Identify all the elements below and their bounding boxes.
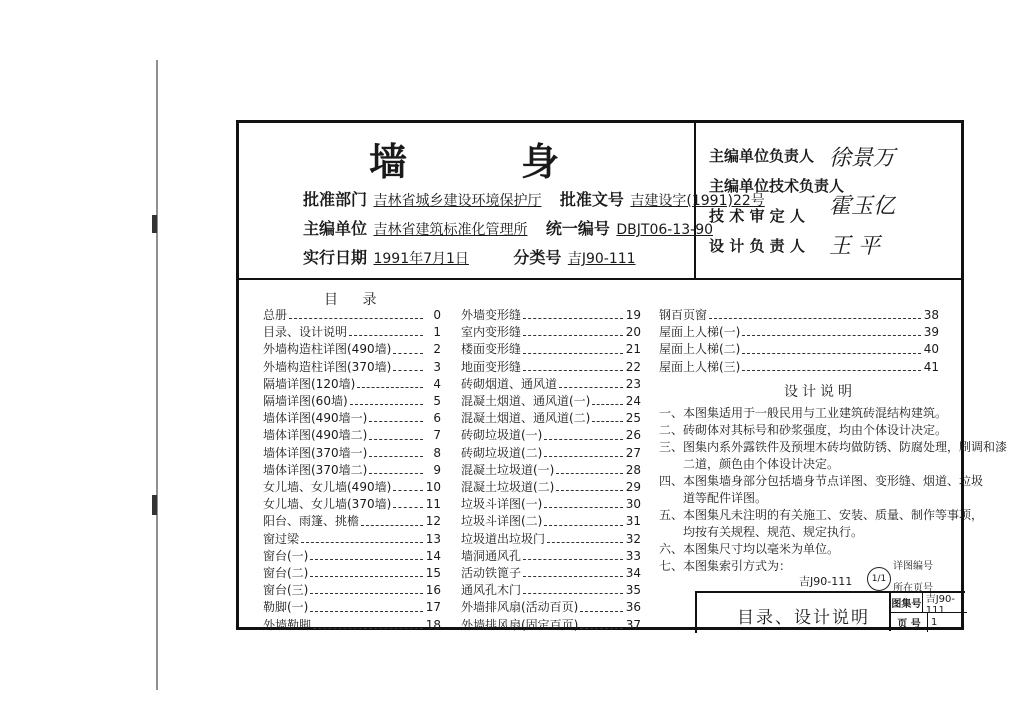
toc-leader bbox=[523, 582, 623, 594]
toc-entry-page: 37 bbox=[625, 617, 641, 632]
toc-entry-title: 混凝土垃圾道(一) bbox=[461, 462, 555, 477]
toc-entry-page: 22 bbox=[625, 359, 641, 374]
toc-leader bbox=[310, 582, 423, 594]
toc-leader bbox=[523, 359, 623, 371]
toc-entry bbox=[461, 393, 641, 410]
page-label: 页 号 bbox=[891, 613, 928, 632]
toc-entry bbox=[461, 324, 641, 341]
toc-entry bbox=[263, 445, 441, 462]
toc-leader bbox=[393, 341, 423, 353]
resp-designer: 设 计 负 责 人 bbox=[709, 237, 805, 255]
toc-entry-page: 1 bbox=[433, 325, 441, 340]
toc-entry bbox=[263, 531, 441, 548]
scan-mark bbox=[152, 215, 157, 233]
toc-entry bbox=[461, 599, 641, 616]
toc-leader bbox=[523, 324, 623, 336]
toc-entry-page: 16 bbox=[425, 583, 441, 598]
toc-entry-title: 砖砌垃圾道(二) bbox=[461, 445, 543, 460]
toc-leader bbox=[580, 599, 623, 611]
toc-entry-page: 11 bbox=[425, 497, 441, 512]
toc-entry bbox=[263, 341, 441, 358]
toc-entry-page: 4 bbox=[433, 376, 441, 391]
index-stamp-code: 1/1 bbox=[871, 574, 887, 584]
design-note-line: 二道，颜色由个体设计决定。 bbox=[659, 457, 840, 471]
design-note-line: 二、砖砌体对其标号和砂浆强度，均由个体设计决定。 bbox=[659, 423, 948, 437]
toc-entry-page: 10 bbox=[425, 480, 441, 495]
toc-entry bbox=[263, 582, 441, 599]
page-row bbox=[891, 613, 967, 632]
toc-entry-page: 39 bbox=[923, 325, 939, 340]
approval-dept-label: 批准部门 bbox=[303, 190, 368, 209]
toc-entry-title: 墙体详图(490墙一) bbox=[263, 411, 368, 426]
approval-dept-value: 吉林省城乡建设环境保护厅 bbox=[373, 193, 542, 209]
toc-entry bbox=[263, 565, 441, 582]
toc-leader bbox=[556, 462, 623, 474]
toc-entry-title: 窗过梁 bbox=[263, 531, 300, 546]
toc-entry bbox=[263, 513, 441, 530]
toc-leader bbox=[349, 324, 423, 336]
footer-table bbox=[889, 593, 967, 631]
toc-entry-title: 垃圾斗详图(一) bbox=[461, 497, 543, 512]
toc-entry bbox=[461, 565, 641, 582]
toc-entry-title: 外墙勒脚 bbox=[263, 617, 312, 632]
toc-entry-title: 砖砌烟道、通风道 bbox=[461, 376, 558, 391]
toc-entry-page: 40 bbox=[923, 342, 939, 357]
toc-entry bbox=[461, 427, 641, 444]
toc-leader bbox=[742, 324, 921, 336]
toc-leader bbox=[559, 376, 623, 388]
toc-heading: 目 录 bbox=[324, 292, 387, 308]
toc-entry-page: 5 bbox=[433, 394, 441, 409]
signature-1: 徐景万 bbox=[829, 146, 896, 171]
stamp-label-bottom: 所在页号 bbox=[893, 583, 933, 594]
toc-entry-page: 26 bbox=[625, 428, 641, 443]
toc-leader bbox=[547, 531, 623, 543]
signature-3: 王 平 bbox=[829, 234, 880, 259]
toc-leader bbox=[592, 410, 623, 422]
toc-entry-page: 3 bbox=[433, 359, 441, 374]
unified-no-label: 统一编号 bbox=[545, 219, 610, 238]
toc-entry-title: 外墙排风扇(固定百页) bbox=[461, 617, 579, 632]
toc-entry-title: 通风孔木门 bbox=[461, 583, 522, 598]
toc-entry bbox=[263, 324, 441, 341]
effective-date-label: 实行日期 bbox=[303, 248, 368, 267]
design-note-line: 道等配件详图。 bbox=[659, 491, 768, 505]
toc-entry-page: 13 bbox=[425, 531, 441, 546]
toc-entry-page: 18 bbox=[425, 617, 441, 632]
atlas-label: 图集号 bbox=[891, 593, 923, 612]
toc-leader bbox=[369, 427, 423, 439]
toc-entry-title: 垃圾道出垃圾门 bbox=[461, 531, 546, 546]
toc-entry-title: 楼面变形缝 bbox=[461, 342, 522, 357]
toc-entry bbox=[461, 445, 641, 462]
index-reference: 吉J90-111 bbox=[799, 575, 853, 588]
toc-leader bbox=[393, 496, 423, 508]
toc-entry bbox=[461, 531, 641, 548]
toc-entry-page: 34 bbox=[625, 566, 641, 581]
approval-doc-value: 吉建设字(1991)22号 bbox=[630, 193, 765, 209]
toc-entry-title: 墙体详图(370墙二) bbox=[263, 462, 368, 477]
toc-leader bbox=[357, 376, 423, 388]
toc-leader bbox=[580, 617, 623, 629]
toc-entry bbox=[263, 376, 441, 393]
category-no-label: 分类号 bbox=[513, 248, 562, 267]
design-note-line: 三、图集内系外露铁件及预埋木砖均做防锈、防腐处理，刷调和漆 bbox=[659, 440, 1008, 454]
design-note-line: 五、本图集凡未注明的有关施工、安装、质量、制作等事项， bbox=[659, 508, 984, 522]
toc-entry-page: 9 bbox=[433, 462, 441, 477]
toc-entry bbox=[263, 307, 441, 324]
editor-line bbox=[303, 216, 713, 239]
approval-doc-label: 批准文号 bbox=[559, 190, 624, 209]
toc-entry bbox=[461, 617, 641, 634]
toc-leader bbox=[742, 359, 921, 371]
toc-entry bbox=[659, 324, 939, 341]
atlas-value: 吉J90-111 bbox=[925, 593, 956, 616]
toc-entry-title: 隔墙详图(60墙) bbox=[263, 394, 348, 409]
toc-entry bbox=[263, 462, 441, 479]
toc-entry-page: 25 bbox=[625, 411, 641, 426]
title-char-left: 墙 bbox=[369, 140, 410, 184]
toc-entry-page: 14 bbox=[425, 548, 441, 563]
toc-entry-title: 墙体详图(490墙二) bbox=[263, 428, 368, 443]
toc-entry-title: 外墙构造柱详图(490墙) bbox=[263, 342, 392, 357]
toc-entry bbox=[263, 410, 441, 427]
toc-entry-title: 阳台、雨篷、挑檐 bbox=[263, 514, 360, 529]
toc-entry-page: 7 bbox=[433, 428, 441, 443]
design-note-line: 七、本图集索引方式为： bbox=[659, 559, 792, 573]
toc-entry bbox=[461, 410, 641, 427]
toc-entry-page: 20 bbox=[625, 325, 641, 340]
atlas-row bbox=[891, 593, 967, 616]
toc-entry-title: 窗台(一) bbox=[263, 548, 309, 563]
toc-leader bbox=[310, 565, 423, 577]
toc-entry-title: 混凝土垃圾道(二) bbox=[461, 480, 555, 495]
toc-entry-title: 女儿墙、女儿墙(490墙) bbox=[263, 480, 392, 495]
toc-leader bbox=[369, 445, 423, 457]
toc-entry-page: 32 bbox=[625, 531, 641, 546]
toc-leader bbox=[369, 410, 423, 422]
toc-entry-page: 21 bbox=[625, 342, 641, 357]
toc-entry-title: 屋面上人梯(一) bbox=[659, 325, 741, 340]
toc-entry bbox=[461, 359, 641, 376]
toc-leader bbox=[350, 393, 423, 405]
toc-leader bbox=[393, 359, 423, 371]
toc-entry bbox=[659, 307, 939, 324]
toc-entry bbox=[461, 479, 641, 496]
page-value: 1 bbox=[931, 617, 938, 628]
toc-entry-page: 15 bbox=[425, 566, 441, 581]
design-notes bbox=[659, 405, 1008, 575]
scan-edge-line bbox=[156, 60, 158, 690]
toc-leader bbox=[310, 599, 423, 611]
toc-entry bbox=[263, 617, 441, 634]
toc-entry-title: 活动铁篦子 bbox=[461, 566, 522, 581]
toc-entry-title: 女儿墙、女儿墙(370墙) bbox=[263, 497, 392, 512]
design-note-line: 六、本图集尺寸均以毫米为单位。 bbox=[659, 542, 840, 556]
toc-entry-title: 墙洞通风孔 bbox=[461, 548, 522, 563]
toc-entry bbox=[659, 341, 939, 358]
toc-entry-page: 27 bbox=[625, 445, 641, 460]
toc-entry-page: 2 bbox=[433, 342, 441, 357]
notes-title: 设计说明 bbox=[784, 384, 856, 400]
toc-column-1 bbox=[263, 307, 441, 634]
toc-entry-page: 12 bbox=[425, 514, 441, 529]
drawing-sheet bbox=[236, 120, 1008, 632]
toc-entry-page: 41 bbox=[923, 359, 939, 374]
stamp-label-top: 详图编号 bbox=[893, 561, 933, 572]
toc-column-3 bbox=[659, 307, 939, 376]
toc-entry-page: 6 bbox=[433, 411, 441, 426]
toc-leader bbox=[289, 307, 423, 319]
signature-2: 霍玉亿 bbox=[829, 194, 896, 219]
toc-entry bbox=[461, 513, 641, 530]
toc-entry bbox=[263, 359, 441, 376]
footer-title: 目录、设计说明 bbox=[737, 608, 870, 628]
toc-entry bbox=[461, 341, 641, 358]
toc-leader bbox=[369, 462, 423, 474]
toc-entry-page: 30 bbox=[625, 497, 641, 512]
toc-entry-page: 28 bbox=[625, 462, 641, 477]
toc-entry-page: 23 bbox=[625, 376, 641, 391]
toc-leader bbox=[523, 341, 623, 353]
toc-leader bbox=[361, 513, 423, 525]
toc-leader bbox=[310, 548, 423, 560]
toc-entry-page: 31 bbox=[625, 514, 641, 529]
resp-reviewer: 技 术 审 定 人 bbox=[709, 207, 805, 225]
toc-leader bbox=[301, 531, 423, 543]
toc-entry bbox=[461, 462, 641, 479]
title-block bbox=[239, 123, 963, 280]
toc-leader bbox=[742, 341, 921, 353]
resp-chief-editor: 主编单位负责人 bbox=[709, 147, 815, 165]
toc-entry bbox=[263, 599, 441, 616]
toc-leader bbox=[544, 496, 623, 508]
editor-unit-value: 吉林省建筑标准化管理所 bbox=[373, 222, 528, 238]
toc-entry-title: 室内变形缝 bbox=[461, 325, 522, 340]
design-note-line: 四、本图集墙身部分包括墙身节点详图、变形缝、烟道、垃圾 bbox=[659, 474, 984, 488]
toc-leader bbox=[523, 565, 623, 577]
toc-leader bbox=[592, 393, 623, 405]
toc-entry bbox=[263, 548, 441, 565]
toc-entry-page: 36 bbox=[625, 600, 641, 615]
toc-leader bbox=[544, 513, 623, 525]
toc-entry bbox=[461, 548, 641, 565]
toc-entry bbox=[263, 393, 441, 410]
toc-leader bbox=[709, 307, 921, 319]
toc-entry-page: 35 bbox=[625, 583, 641, 598]
toc-leader bbox=[393, 479, 423, 491]
toc-entry-page: 19 bbox=[625, 308, 641, 322]
design-note-line: 一、本图集适用于一般民用与工业建筑砖混结构建筑。 bbox=[659, 406, 948, 420]
toc-leader bbox=[556, 479, 623, 491]
toc-entry bbox=[461, 376, 641, 393]
toc-entry-title: 外墙变形缝 bbox=[461, 308, 522, 322]
toc-entry-title: 总册 bbox=[263, 308, 288, 322]
toc-leader bbox=[544, 445, 623, 457]
resp-tech-lead: 主编单位技术负责人 bbox=[709, 177, 845, 195]
toc-entry-title: 屋面上人梯(二) bbox=[659, 342, 741, 357]
effective-date-value: 1991年7月1日 bbox=[373, 251, 469, 267]
toc-entry-title: 窗台(二) bbox=[263, 566, 309, 581]
toc-entry-title: 隔墙详图(120墙) bbox=[263, 376, 356, 391]
toc-entry-title: 目录、设计说明 bbox=[263, 325, 348, 340]
toc-entry-title: 混凝土烟道、通风道(二) bbox=[461, 411, 591, 426]
toc-leader bbox=[544, 427, 623, 439]
toc-entry-page: 0 bbox=[433, 308, 441, 322]
scan-mark bbox=[152, 495, 157, 515]
toc-entry-title: 窗台(三) bbox=[263, 583, 309, 598]
design-note-line: 均按有关规程、规范、规定执行。 bbox=[659, 525, 864, 539]
editor-unit-label: 主编单位 bbox=[303, 219, 368, 238]
toc-entry-title: 混凝土烟道、通风道(一) bbox=[461, 394, 591, 409]
toc-entry-title: 砖砌垃圾道(一) bbox=[461, 428, 543, 443]
toc-entry-title: 外墙排风扇(活动百页) bbox=[461, 600, 579, 615]
toc-entry-title: 地面变形缝 bbox=[461, 359, 522, 374]
toc-leader bbox=[523, 548, 623, 560]
toc-entry bbox=[263, 427, 441, 444]
unified-no-value: DBJT06-13-90 bbox=[616, 222, 714, 238]
toc-entry bbox=[461, 307, 641, 324]
toc-entry-title: 垃圾斗详图(二) bbox=[461, 514, 543, 529]
toc-entry-title: 勒脚(一) bbox=[263, 600, 309, 615]
toc-entry bbox=[461, 582, 641, 599]
toc-entry bbox=[263, 496, 441, 513]
toc-entry-page: 38 bbox=[923, 308, 939, 322]
toc-entry-page: 8 bbox=[433, 445, 441, 460]
toc-entry-page: 24 bbox=[625, 394, 641, 409]
title-char-right: 身 bbox=[521, 140, 562, 184]
toc-leader bbox=[523, 307, 623, 319]
toc-entry-title: 钢百页窗 bbox=[659, 308, 708, 322]
category-no-value: 吉J90-111 bbox=[567, 251, 636, 267]
toc-entry-title: 屋面上人梯(三) bbox=[659, 359, 741, 374]
footer-block bbox=[695, 591, 965, 633]
toc-entry bbox=[659, 359, 939, 376]
toc-entry-page: 17 bbox=[425, 600, 441, 615]
toc-leader bbox=[313, 617, 423, 629]
toc-entry-title: 墙体详图(370墙一) bbox=[263, 445, 368, 460]
toc-entry bbox=[263, 479, 441, 496]
toc-entry-title: 外墙构造柱详图(370墙) bbox=[263, 359, 392, 374]
toc-entry bbox=[461, 496, 641, 513]
effective-line bbox=[303, 245, 636, 268]
toc-column-2 bbox=[461, 307, 641, 634]
approval-line bbox=[303, 187, 765, 210]
toc-entry-page: 29 bbox=[625, 480, 641, 495]
toc-entry-page: 33 bbox=[625, 548, 641, 563]
index-stamp-icon bbox=[867, 567, 891, 591]
